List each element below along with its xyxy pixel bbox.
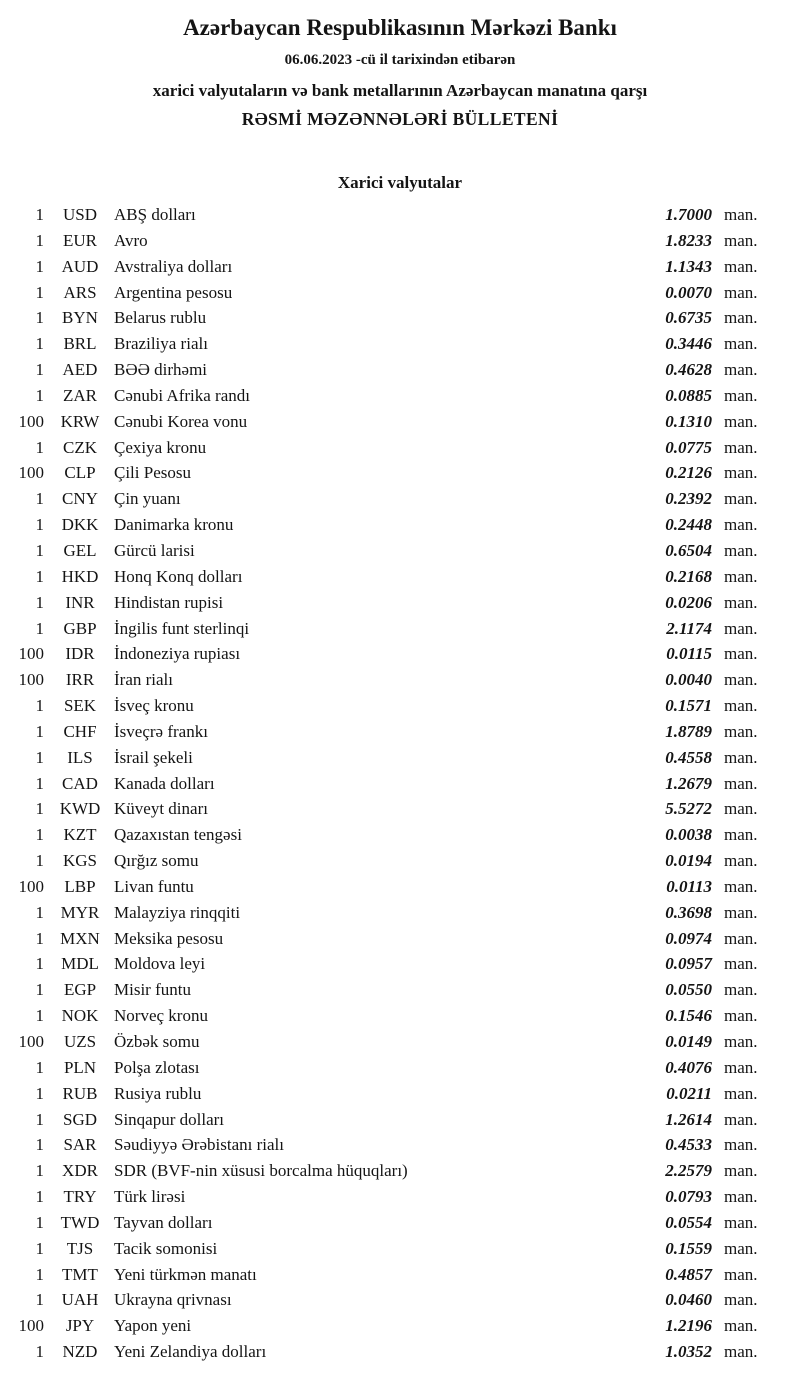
rate-quantity: 1 (35, 1083, 44, 1103)
rate-row (0, 1287, 770, 1313)
rate-value: 0.6504 (665, 540, 712, 560)
rate-row (0, 538, 770, 564)
currency-code: LBP (64, 876, 96, 896)
currency-name: Tacik somonisi (114, 1238, 218, 1258)
rate-quantity: 1 (35, 851, 44, 871)
rate-value: 0.4533 (665, 1135, 712, 1155)
currency-code: MDL (61, 954, 99, 974)
currency-name: Çili Pesosu (114, 463, 191, 483)
rate-quantity: 1 (35, 256, 44, 276)
rate-quantity: 100 (18, 463, 44, 483)
rate-unit: man. (724, 540, 758, 560)
rate-value: 0.0149 (665, 1032, 712, 1051)
currency-name: Avro (114, 230, 148, 250)
rate-quantity: 1 (35, 1187, 44, 1207)
rate-unit: man. (724, 1109, 758, 1129)
rate-quantity: 1 (35, 437, 44, 457)
rate-value: 1.1343 (665, 256, 712, 276)
rate-row (0, 1107, 770, 1133)
rate-quantity: 1 (35, 696, 44, 716)
rate-row (0, 409, 770, 435)
description-line: xarici valyutaların və bank metallarının Azərbaycan manatına qarşı (152, 81, 648, 100)
rate-value: 0.0038 (665, 825, 712, 845)
currency-code: CLP (64, 463, 96, 483)
rate-row (0, 1210, 770, 1236)
currency-name: Ukrayna qrivnası (114, 1290, 232, 1310)
rate-value: 1.7000 (665, 205, 712, 224)
rate-row (0, 590, 770, 616)
rate-unit: man. (724, 437, 758, 457)
currency-code: NOK (61, 1006, 99, 1026)
currency-code: UZS (63, 1032, 97, 1051)
currency-code: ZAR (63, 385, 97, 405)
currency-name: Tayvan dolları (114, 1212, 213, 1232)
currency-name: Səudiyyə Ərəbistanı rialı (114, 1135, 284, 1155)
rate-unit: man. (724, 876, 758, 896)
rate-value: 2.1174 (666, 618, 712, 638)
rate-unit: man. (724, 1212, 758, 1232)
rate-value: 0.0885 (665, 385, 712, 405)
rate-value: 5.5272 (665, 799, 712, 819)
currency-name: Cənubi Afrika randı (114, 385, 250, 405)
rate-value: 0.0957 (665, 954, 712, 974)
rate-row (0, 1184, 770, 1210)
currency-name: Rusiya rublu (114, 1083, 202, 1103)
rate-unit: man. (724, 1290, 758, 1310)
rate-value: 0.4857 (665, 1264, 712, 1284)
rate-row (0, 1158, 770, 1184)
rate-quantity: 1 (35, 773, 44, 793)
rate-quantity: 100 (18, 644, 44, 664)
rate-row (0, 667, 770, 693)
currency-name: Gürcü larisi (114, 540, 195, 560)
currency-code: CNY (62, 489, 98, 509)
rate-unit: man. (724, 515, 758, 535)
currency-name: Braziliya rialı (114, 334, 208, 354)
currency-code: PLN (63, 1057, 97, 1077)
rate-unit: man. (724, 256, 758, 276)
rate-value: 0.0115 (666, 644, 712, 664)
rate-quantity: 1 (35, 592, 44, 612)
rate-unit: man. (724, 747, 758, 767)
rate-value: 2.2579 (665, 1161, 712, 1181)
currency-code: ILS (67, 747, 93, 767)
rate-row (0, 305, 770, 331)
rate-value: 1.2196 (665, 1316, 712, 1336)
currency-code: EUR (63, 230, 97, 250)
rate-value: 1.2614 (665, 1109, 712, 1129)
rate-unit: man. (724, 566, 758, 586)
rate-unit: man. (724, 334, 758, 354)
rate-unit: man. (724, 1316, 758, 1336)
currency-code: CHF (63, 721, 97, 741)
rate-value: 0.2448 (665, 515, 712, 535)
currency-name: İsrail şekeli (114, 747, 193, 767)
currency-code: BRL (63, 334, 97, 354)
rate-quantity: 1 (35, 1135, 44, 1155)
effective-date-line: 06.06.2023 -cü il tarixindən etibarən (284, 52, 516, 68)
currency-code: TJS (66, 1238, 94, 1258)
currency-name: Danimarka kronu (114, 515, 234, 535)
rate-value: 1.2679 (665, 773, 712, 793)
currency-name: Kanada dolları (114, 773, 215, 793)
rate-value: 1.8233 (665, 230, 712, 250)
rate-row (0, 486, 770, 512)
rate-value: 0.0554 (665, 1212, 712, 1232)
currency-code: TWD (60, 1212, 100, 1232)
currency-name: Yeni Zelandiya dolları (114, 1342, 267, 1362)
rate-row (0, 926, 770, 952)
rate-row (0, 745, 770, 771)
currency-name: Yeni türkmən manatı (114, 1264, 257, 1284)
rate-row (0, 719, 770, 745)
rate-row (0, 848, 770, 874)
currency-name: Özbək somu (114, 1032, 200, 1051)
rate-unit: man. (724, 1187, 758, 1207)
currency-code: TRY (63, 1187, 97, 1207)
rate-row (0, 1081, 770, 1107)
section-title: Xarici valyutalar (337, 173, 463, 192)
rate-quantity: 100 (18, 411, 44, 431)
rate-unit: man. (724, 954, 758, 974)
currency-name: Yapon yeni (114, 1316, 192, 1336)
rate-row (0, 1313, 770, 1339)
rate-value: 1.0352 (665, 1342, 712, 1362)
rate-quantity: 1 (35, 282, 44, 302)
rate-value: 0.0206 (665, 592, 712, 612)
rate-row (0, 1236, 770, 1262)
rate-row (0, 693, 770, 719)
rate-value: 0.4558 (665, 747, 712, 767)
rate-value: 0.0974 (665, 928, 712, 948)
rate-unit: man. (724, 773, 758, 793)
rate-unit: man. (724, 1161, 758, 1181)
rate-quantity: 1 (35, 799, 44, 819)
currency-name: Qırğız somu (114, 851, 199, 871)
currency-name: Çexiya kronu (114, 437, 207, 457)
rate-unit: man. (724, 644, 758, 664)
currency-name: Hindistan rupisi (114, 592, 224, 612)
rate-unit: man. (724, 1135, 758, 1155)
rate-unit: man. (724, 1032, 758, 1051)
rate-quantity: 100 (18, 1316, 44, 1336)
rate-quantity: 1 (35, 230, 44, 250)
currency-name: BƏƏ dirhəmi (114, 360, 208, 380)
page-title: Azərbaycan Respublikasının Mərkəzi Bankı (183, 15, 617, 40)
rate-value: 0.2126 (665, 463, 712, 483)
currency-code: MYR (60, 902, 100, 922)
rates-table (0, 202, 770, 1365)
rate-quantity: 1 (35, 1161, 44, 1181)
currency-name: Avstraliya dolları (114, 256, 233, 276)
rate-unit: man. (724, 360, 758, 380)
rate-row (0, 1003, 770, 1029)
currency-name: Belarus rublu (114, 308, 207, 328)
rate-row (0, 796, 770, 822)
rate-unit: man. (724, 385, 758, 405)
rate-value: 0.0040 (665, 670, 712, 690)
rate-unit: man. (724, 205, 758, 224)
bulletin-title-line: RƏSMİ MƏZƏNNƏLƏRİ BÜLLETENİ (241, 109, 559, 129)
rate-quantity: 1 (35, 902, 44, 922)
rate-unit: man. (724, 411, 758, 431)
rate-quantity: 100 (18, 670, 44, 690)
currency-name: İsveç kronu (114, 696, 194, 716)
rate-quantity: 1 (35, 1264, 44, 1284)
currency-code: SGD (62, 1109, 97, 1129)
rate-value: 0.2392 (665, 489, 712, 509)
currency-code: HKD (61, 566, 99, 586)
rate-quantity: 1 (35, 1057, 44, 1077)
rate-quantity: 1 (35, 1290, 44, 1310)
rate-quantity: 1 (35, 928, 44, 948)
rate-quantity: 1 (35, 1212, 44, 1232)
rate-unit: man. (724, 282, 758, 302)
rate-row (0, 280, 770, 306)
currency-name: ABŞ dolları (114, 205, 196, 224)
rate-quantity: 1 (35, 1006, 44, 1026)
rate-row (0, 331, 770, 357)
currency-code: UAH (61, 1290, 99, 1310)
rate-unit: man. (724, 1057, 758, 1077)
rate-value: 0.0775 (665, 437, 712, 457)
rate-value: 0.1310 (665, 411, 712, 431)
rate-row (0, 383, 770, 409)
rate-unit: man. (724, 670, 758, 690)
rate-value: 0.6735 (665, 308, 712, 328)
currency-name: Meksika pesosu (114, 928, 224, 948)
rate-row (0, 564, 770, 590)
currency-code: RUB (62, 1083, 98, 1103)
currency-name: SDR (BVF-nin xüsusi borcalma hüquqları) (114, 1161, 408, 1181)
currency-code: CAD (62, 773, 98, 793)
rate-unit: man. (724, 928, 758, 948)
rate-row (0, 228, 770, 254)
rate-row (0, 1262, 770, 1288)
currency-code: USD (62, 205, 97, 224)
currency-code: KRW (60, 411, 100, 431)
currency-code: IRR (65, 670, 95, 690)
currency-name: Türk lirəsi (114, 1187, 186, 1207)
currency-code: NZD (62, 1342, 98, 1362)
rate-quantity: 1 (35, 566, 44, 586)
rate-value: 0.1571 (665, 696, 712, 716)
currency-name: Qazaxıstan tengəsi (114, 825, 242, 845)
currency-name: Çin yuanı (114, 489, 181, 509)
rate-quantity: 1 (35, 721, 44, 741)
rate-value: 1.8789 (665, 721, 712, 741)
bulletin-header (0, 14, 770, 130)
currency-name: İngilis funt sterlinqi (114, 618, 250, 638)
rate-quantity: 1 (35, 825, 44, 845)
rate-row (0, 900, 770, 926)
currency-code: INR (65, 592, 95, 612)
rate-row (0, 1132, 770, 1158)
rate-quantity: 1 (35, 1342, 44, 1362)
rate-row (0, 1055, 770, 1081)
currency-code: KWD (59, 799, 101, 819)
currency-code: AUD (61, 256, 99, 276)
rate-row (0, 357, 770, 383)
currency-name: İsveçrə frankı (114, 721, 208, 741)
currency-code: AED (62, 360, 98, 380)
currency-code: ARS (63, 282, 97, 302)
rate-value: 0.0113 (666, 876, 712, 896)
rate-row (0, 460, 770, 486)
rate-value: 0.3698 (665, 902, 712, 922)
rate-quantity: 1 (35, 954, 44, 974)
currency-name: Moldova leyi (114, 954, 206, 974)
rate-quantity: 1 (35, 747, 44, 767)
rate-quantity: 100 (18, 876, 44, 896)
currency-code: BYN (62, 308, 98, 328)
rate-value: 0.0194 (665, 851, 712, 871)
rate-value: 0.0550 (665, 980, 712, 1000)
rate-row (0, 202, 770, 228)
rate-row (0, 641, 770, 667)
currency-code: MXN (60, 928, 100, 948)
currency-name: Sinqapur dolları (114, 1109, 225, 1129)
rate-row (0, 1029, 770, 1055)
rate-unit: man. (724, 308, 758, 328)
rate-unit: man. (724, 696, 758, 716)
rate-row (0, 977, 770, 1003)
rate-unit: man. (724, 1083, 758, 1103)
currency-name: Polşa zlotası (114, 1057, 200, 1077)
currency-code: KZT (63, 825, 97, 845)
currency-code: SAR (63, 1135, 97, 1155)
currency-code: EGP (63, 980, 97, 1000)
currency-code: GBP (63, 618, 97, 638)
rate-row (0, 822, 770, 848)
rate-unit: man. (724, 799, 758, 819)
rate-unit: man. (724, 618, 758, 638)
rate-unit: man. (724, 980, 758, 1000)
rate-row (0, 951, 770, 977)
rate-unit: man. (724, 592, 758, 612)
currency-name: İran rialı (114, 670, 173, 690)
rate-quantity: 1 (35, 1109, 44, 1129)
rate-value: 0.0070 (665, 282, 712, 302)
rate-row (0, 771, 770, 797)
rate-value: 0.4076 (665, 1057, 712, 1077)
rate-value: 0.1546 (665, 1006, 712, 1026)
rate-unit: man. (724, 1342, 758, 1362)
rate-value: 0.2168 (665, 566, 712, 586)
currency-code: KGS (62, 851, 97, 871)
rate-quantity: 1 (35, 385, 44, 405)
rate-value: 0.1559 (665, 1238, 712, 1258)
rate-unit: man. (724, 489, 758, 509)
rate-quantity: 1 (35, 540, 44, 560)
rate-unit: man. (724, 825, 758, 845)
rate-row (0, 435, 770, 461)
rate-quantity: 1 (35, 489, 44, 509)
rate-row (0, 512, 770, 538)
currency-code: XDR (62, 1161, 98, 1181)
currency-name: İndoneziya rupiası (114, 644, 241, 664)
rate-value: 0.4628 (665, 360, 712, 380)
rate-unit: man. (724, 230, 758, 250)
currency-code: IDR (65, 644, 95, 664)
rate-unit: man. (724, 1264, 758, 1284)
currency-code: CZK (63, 437, 97, 457)
currency-name: Livan funtu (114, 876, 194, 896)
currency-code: TMT (62, 1264, 98, 1284)
rate-unit: man. (724, 1006, 758, 1026)
rate-unit: man. (724, 463, 758, 483)
rate-row (0, 874, 770, 900)
rate-value: 0.0460 (665, 1290, 712, 1310)
currency-name: Honq Konq dolları (114, 566, 243, 586)
rate-row (0, 616, 770, 642)
currency-name: Misir funtu (114, 980, 191, 1000)
currency-code: DKK (61, 515, 99, 535)
currency-name: Küveyt dinarı (114, 799, 208, 819)
rate-quantity: 1 (35, 618, 44, 638)
rate-value: 0.0793 (665, 1187, 712, 1207)
currency-name: Norveç kronu (114, 1006, 208, 1026)
rate-quantity: 1 (35, 360, 44, 380)
rate-row (0, 1339, 770, 1365)
rate-value: 0.3446 (665, 334, 712, 354)
rate-quantity: 1 (35, 515, 44, 535)
rate-quantity: 1 (35, 334, 44, 354)
rate-unit: man. (724, 902, 758, 922)
currency-name: Malayziya rinqqiti (114, 902, 241, 922)
currency-code: SEK (63, 696, 97, 716)
rate-unit: man. (724, 1238, 758, 1258)
rate-row (0, 254, 770, 280)
rate-quantity: 1 (35, 980, 44, 1000)
rate-quantity: 1 (35, 205, 44, 224)
currency-code: JPY (65, 1316, 95, 1336)
currency-name: Cənubi Korea vonu (114, 411, 248, 431)
rate-unit: man. (724, 721, 758, 741)
rate-unit: man. (724, 851, 758, 871)
rate-quantity: 1 (35, 308, 44, 328)
rate-value: 0.0211 (666, 1083, 712, 1103)
currency-name: Argentina pesosu (114, 282, 233, 302)
currency-code: GEL (63, 540, 97, 560)
rate-quantity: 1 (35, 1238, 44, 1258)
rate-quantity: 100 (18, 1032, 44, 1051)
